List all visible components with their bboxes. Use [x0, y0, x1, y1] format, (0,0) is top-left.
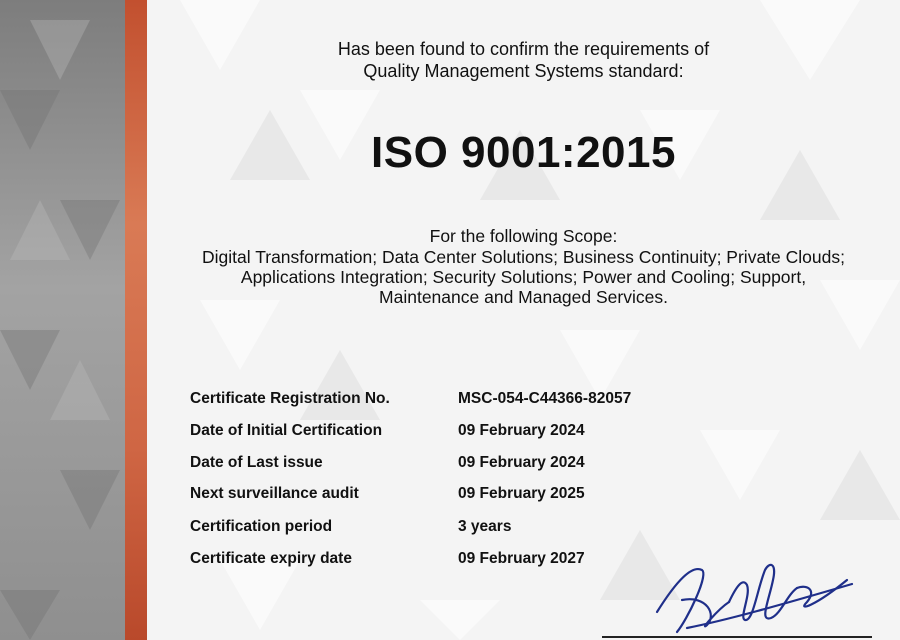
detail-value: 09 February 2025	[458, 485, 585, 502]
detail-value: 09 February 2024	[458, 454, 585, 471]
detail-row-surveillance-audit	[190, 485, 890, 507]
detail-value: 09 February 2024	[458, 422, 585, 439]
signature-line	[602, 636, 872, 638]
detail-label: Date of Initial Certification	[190, 422, 383, 439]
intro-line-1: Has been found to confirm the requirements of	[337, 39, 710, 59]
detail-label: Certificate Registration No.	[190, 390, 390, 407]
detail-label: Certificate expiry date	[190, 550, 352, 567]
signature-image	[647, 540, 857, 640]
detail-label: Next surveillance audit	[190, 485, 359, 502]
detail-label: Certification period	[190, 518, 333, 535]
detail-value: 3 years	[458, 518, 512, 535]
scope-line-2: Applications Integration; Security Solutions; Power and Cooling; Support,	[240, 267, 807, 287]
detail-row-initial-certification	[190, 422, 890, 444]
detail-label: Date of Last issue	[190, 454, 323, 471]
scope-text	[147, 247, 900, 307]
scope-heading: For the following Scope:	[429, 226, 618, 246]
detail-row-last-issue	[190, 454, 890, 476]
certificate-body	[147, 0, 900, 640]
intro-text	[147, 38, 900, 82]
detail-value: MSC-054-C44366-82057	[458, 390, 632, 407]
detail-row-registration	[190, 390, 890, 412]
detail-value: 09 February 2027	[458, 550, 585, 567]
intro-line-2: Quality Management Systems standard:	[363, 61, 684, 81]
detail-row-certification-period	[190, 518, 890, 540]
standard-title: ISO 9001:2015	[371, 128, 676, 177]
scope-line-3: Maintenance and Managed Services.	[379, 287, 668, 307]
scope-line-1: Digital Transformation; Data Center Solutions; Business Continuity; Private Clouds;	[202, 247, 845, 267]
